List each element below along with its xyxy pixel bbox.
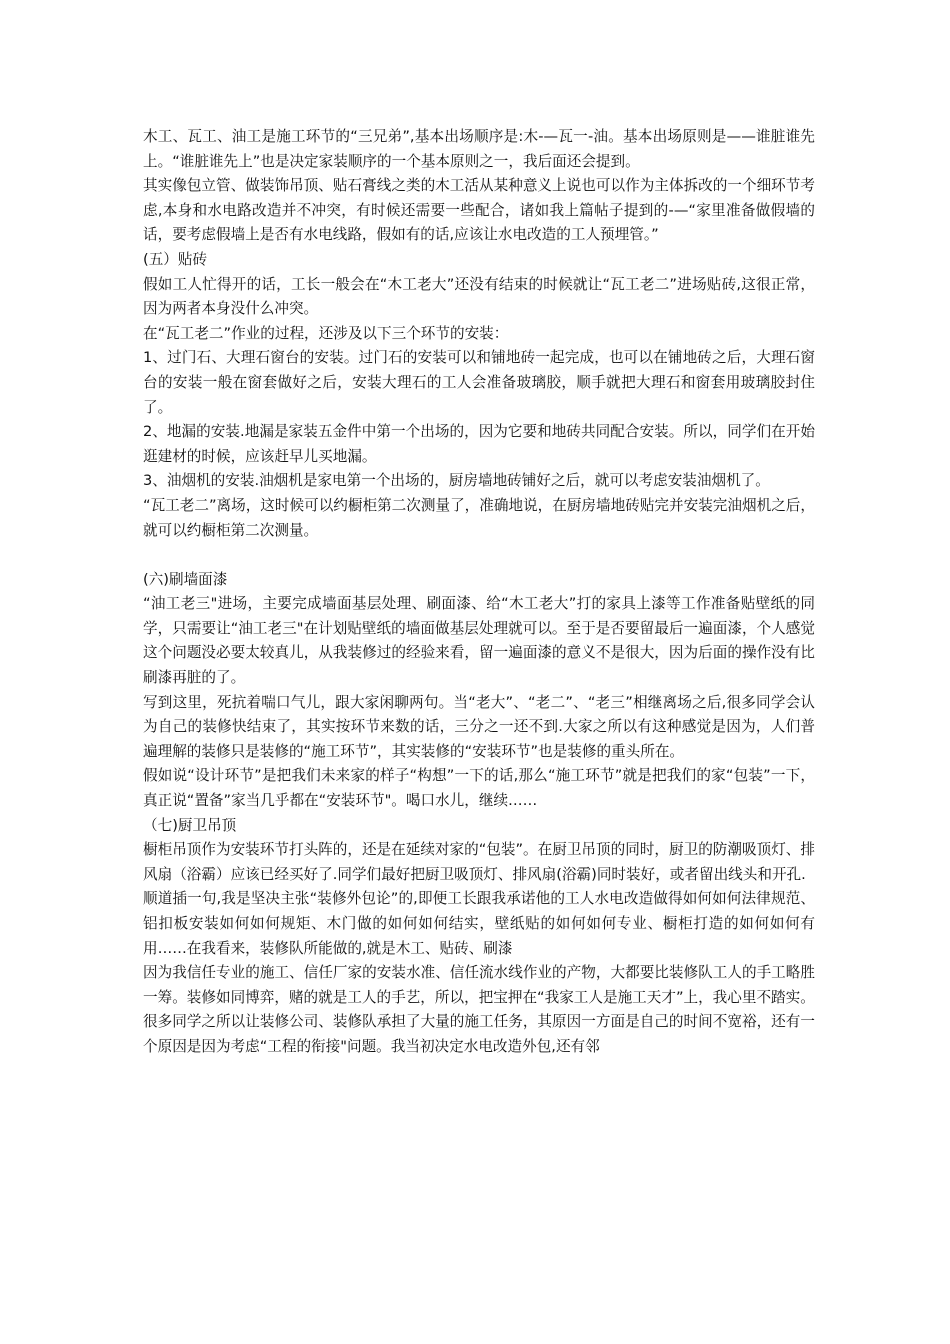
blank-line — [143, 543, 815, 568]
paragraph-trust: 因为我信任专业的施工、信任厂家的安装水准、信任流水线作业的产物，大都要比装修队工人的手工略胜一筹。装修如同博弈，赌的就是工人的手艺，所以，把宝押在“我家工人是施工天才”上，我心里不踏实。 — [143, 964, 815, 1006]
paragraph-reasons: 很多同学之所以让装修公司、装修队承担了大量的施工任务，其原因一方面是自己的时间不宽裕，还有一个原因是因为考虑“工程的衔接"问题。我当初决定水电改造外包,还有邻 — [143, 1013, 815, 1055]
list-item-range-hood: 3、油烟机的安装.油烟机是家电第一个出场的，厨房墙地砖铺好之后，就可以考虑安装油烟机了。 — [143, 472, 770, 490]
paragraph-ceiling: 橱柜吊顶作为安装环节打头阵的，还是在延续对家的“包装”。在厨卫吊顶的同时，厨卫的防潮吸顶灯、排风扇（浴霸）应该已经买好了.同学们最好把厨卫吸顶灯、排风扇(浴霸)同时装好，或者留出线头和开孔. — [143, 841, 815, 883]
paragraph-design-stage: 假如说“设计环节”是把我们未来家的样子“构想”一下的话,那么“施工环节”就是把我们的家“包装”一下，真正说“置备”家当几乎都在“安装环节"。喝口水儿，继续…… — [143, 767, 815, 810]
section-heading-painting: (六)刷墙面漆 — [143, 570, 228, 588]
document-body — [143, 125, 815, 1060]
paragraph-outsourcing: 顺道插一句,我是坚决主张“装修外包论”的,即便工长跟我承诺他的工人水电改造做得如何如何法律规范、铝扣板安装如何如何规矩、木门做的如何如何结实，壁纸贴的如何如何专业、橱柜打造的如何如何有用……在我看来，装修队所能做的,就是木工、贴砖、刷漆 — [143, 890, 815, 957]
paragraph-carpentry-detail: 其实像包立管、做装饰吊顶、贴石膏线之类的木工活从某种意义上说也可以作为主体拆改的一个细环节考虑,本身和水电路改造并不冲突，有时候还需要一些配合，诸如我上篇帖子提到的-—“家里准备做假墙的话，要考虑假墙上是否有水电线路，假如有的话,应该让水电改造的工人预埋管。” — [143, 177, 815, 244]
section-heading-tiling: (五）贴砖 — [143, 250, 208, 268]
paragraph-tiling-installs: 在“瓦工老二”作业的过程，还涉及以下三个环节的安装： — [143, 324, 509, 342]
paragraph-painter: “油工老三"进场，主要完成墙面基层处理、刷面漆、给“木工老大”打的家具上漆等工作准备贴壁纸的同学，只需要让“油工老三"在计划贴壁纸的墙面做基层处理就可以。至于是否要留最后一遍面漆，个人感觉这个问题没必要太较真儿，从我装修过的经验来看，留一遍面漆的意义不是很大，因为后面的操作没有比刷漆再脏的了。 — [143, 595, 815, 687]
paragraph-trades-order: 木工、瓦工、油工是施工环节的“三兄弟”,基本出场顺序是:木-—瓦一-油。基本出场原则是——谁脏谁先上。“谁脏谁先上”也是决定家装顺序的一个基本原则之一，我后面还会提到。 — [143, 128, 815, 170]
paragraph-chat: 写到这里，死抗着喘口气儿，跟大家闲聊两句。当“老大”、“老二”、“老三”相继离场之后,很多同学会认为自己的装修快结束了，其实按环节来数的话，三分之一还不到.大家之所以有这种感觉是因为，人们普遍理解的装修只是装修的“施工环节”，其实装修的“安装环节”也是装修的重头所在。 — [143, 693, 815, 760]
list-item-floor-drain: 2、地漏的安装.地漏是家装五金件中第一个出场的，因为它要和地砖共同配合安装。所以，同学们在开始逛建材的时候，应该赶早儿买地漏。 — [143, 423, 815, 465]
list-item-threshold-stone: 1、过门石、大理石窗台的安装。过门石的安装可以和铺地砖一起完成，也可以在铺地砖之后，大理石窗台的安装一般在窗套做好之后，安装大理石的工人会准备玻璃胶，顺手就把大理石和窗套用玻璃胶封住了。 — [143, 349, 815, 416]
paragraph-cabinet-measure: “瓦工老二”离场，这时候可以约橱柜第二次测量了，准确地说，在厨房墙地砖贴完并安装完油烟机之后，就可以约橱柜第二次测量。 — [143, 496, 815, 539]
paragraph-tiling-intro: 假如工人忙得开的话，工长一般会在“木工老大”还没有结束的时候就让“瓦工老二”进场贴砖,这很正常，因为两者本身没什么冲突。 — [143, 275, 815, 318]
section-heading-ceiling: （七)厨卫吊顶 — [143, 816, 237, 834]
